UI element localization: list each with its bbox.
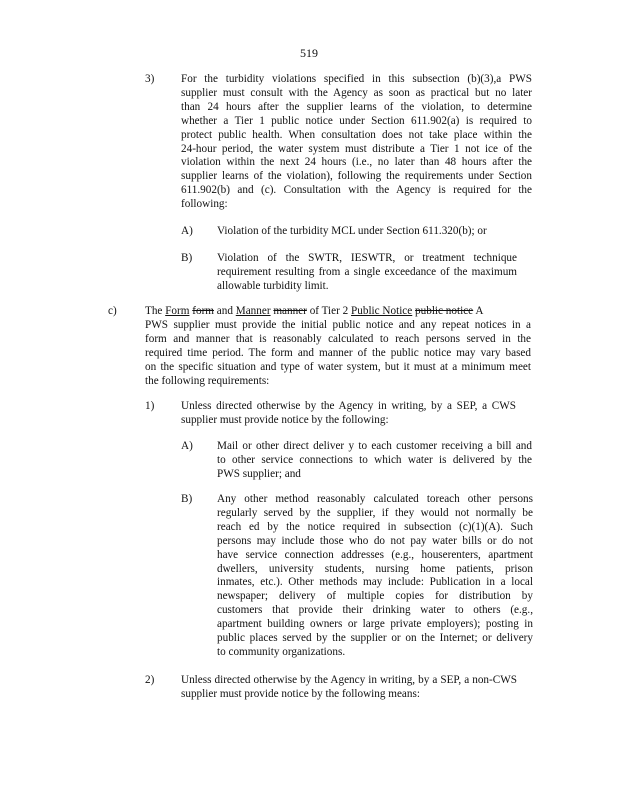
text-line: 611.902(b) and (c). Consultation with the Agency is required for the (181, 184, 532, 197)
text-line: whether a Tier 1 public notice under Section 611.902(a) is required to (181, 114, 532, 127)
text-line: violation within the next 24 hours (i.e., no later than 48 hours after the (181, 156, 532, 169)
item-3b-text (217, 252, 517, 294)
item-3a-label: A) (181, 225, 193, 237)
text-line: Violation of the turbidity MCL under Section 611.320(b); or (217, 225, 487, 237)
text-line: requirement resulting from a single exceedance of the maximum (217, 265, 517, 278)
text-line: Unless directed otherwise by the Agency in writing, by a SEP, a non-CWS (181, 674, 517, 686)
inserted-text: Manner (235, 305, 271, 317)
text-line: dwellers, university students, nursing home patients, prison (217, 562, 533, 575)
item-c-body (145, 319, 531, 389)
text-line: protect public health. When consultation does not take place within the (181, 128, 532, 141)
text-line: 24-hour period, the water system must distribute a Tier 1 not ice of the (181, 142, 532, 155)
inserted-text: Form (165, 305, 190, 317)
item-c-heading: The Form form and Manner manner of Tier 2 Public Notice public notice A (145, 305, 484, 317)
item-c1b-label: B) (181, 493, 193, 505)
deleted-text: public notice (415, 305, 474, 317)
text-line: For the turbidity violations specified in this subsection (b)(3),a PWS (181, 73, 532, 85)
text-line: required time period. The form and manner of the public notice may vary based (145, 346, 531, 359)
item-c1a-label: A) (181, 440, 193, 452)
deleted-text: form (192, 305, 214, 317)
text-line: have service connection addresses (e.g., houserenters, apartment (217, 548, 533, 561)
text-line: persons may include those who do not pay water bills or do not (217, 534, 533, 547)
deleted-text: manner (273, 305, 307, 317)
text-line: customers that provide their drinking water to others (e.g., (217, 604, 533, 617)
item-3-text (181, 73, 532, 212)
inserted-text: Public Notice (351, 305, 413, 317)
text-line: apartment building owners or large private employers); posting in (217, 618, 533, 631)
item-c-label: c) (108, 305, 117, 317)
item-c1-label: 1) (145, 400, 155, 412)
text-line: newspaper; delivery of multiple copies for distribution by (217, 590, 533, 603)
text-line: supplier learns of the violation), following the requirements under Section (181, 170, 532, 183)
text-line: regularly served by the supplier, if they would not normally be (217, 506, 533, 519)
page-number: 519 (300, 46, 318, 60)
item-c2-text (181, 674, 517, 702)
text-line: supplier must provide notice by the following: (181, 413, 389, 426)
text-line: on the specific situation and type of water system, but it must at a minimum meet (145, 360, 531, 373)
text-line: supplier must provide notice by the following means: (181, 687, 420, 700)
text-line: form and manner that is reasonably calculated to reach persons served in the (145, 332, 531, 345)
text-line: Unless directed otherwise by the Agency in writing, by a SEP, a CWS (181, 400, 516, 412)
text-line: supplier must consult with the Agency as soon as practical but no later (181, 86, 532, 99)
item-3-label: 3) (145, 73, 155, 85)
text-line: Mail or other direct deliver y to each customer receiving a bill and (217, 440, 532, 452)
text-line: inmates, etc.). Other methods may include: Publication in a local (217, 576, 533, 589)
text-line: following: (181, 198, 228, 211)
text-line: Violation of the SWTR, IESWTR, or treatment technique (217, 252, 517, 264)
item-3a-text (217, 225, 517, 239)
item-c2-label: 2) (145, 674, 155, 686)
item-c1-text (181, 400, 516, 428)
text-line: PWS supplier must provide the initial public notice and any repeat notices in a (145, 318, 531, 331)
text-line: to other service connections to which water is delivered by the (217, 453, 532, 466)
text-line: reach ed by the notice required in subsection (c)(1)(A). Such (217, 520, 533, 533)
item-c1a-text (217, 440, 532, 482)
text-line: PWS supplier; and (217, 467, 301, 480)
text-line: than 24 hours after the supplier learns of the violation, to determine (181, 100, 532, 113)
text-line: public places served by the supplier or on the Internet; or delivery (217, 632, 533, 645)
item-c-text (145, 305, 531, 388)
text-line: Any other method reasonably calculated toreach other persons (217, 493, 533, 505)
text-line: the following requirements: (145, 374, 270, 387)
text-line: allowable turbidity limit. (217, 279, 329, 292)
text-line: to community organizations. (217, 645, 346, 658)
item-c1b-text (217, 493, 533, 660)
item-3b-label: B) (181, 252, 193, 264)
